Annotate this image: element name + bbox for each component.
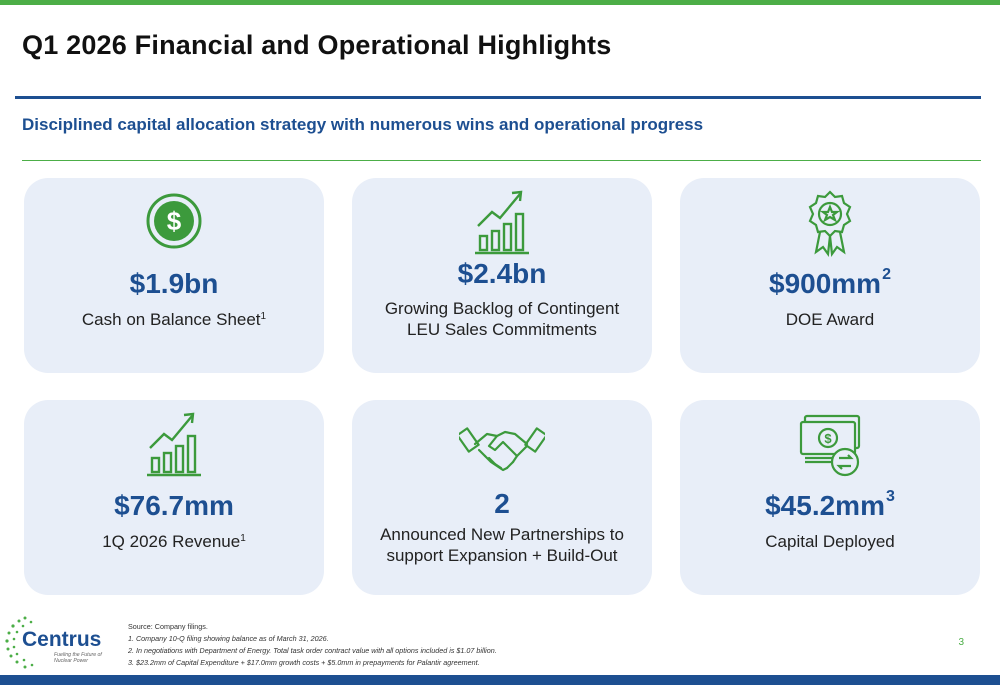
page-number: 3 (958, 637, 964, 648)
card-value: 2 (494, 488, 510, 519)
logo-wordmark: Centrus (22, 628, 102, 651)
centrus-logo (5, 614, 105, 674)
title-divider (15, 96, 981, 99)
top-accent-bar (0, 0, 1000, 5)
card-label: 1Q 2026 Revenue$^1$ (102, 532, 246, 551)
card-value: $1.9bn (129, 268, 219, 299)
footnote-2: 2. In negotiations with Department of Energy. Total task order contract value with all options included is $1.07 billion. (128, 646, 497, 655)
card-label: Capital Deployed (765, 532, 895, 551)
card-label: DOE Award (785, 310, 875, 329)
card-label: Growing Backlog of Contingent LEU Sales Commitments (384, 299, 620, 339)
cash-exchange-icon (797, 412, 863, 480)
card-value: $\$45.2mm^3$ (765, 488, 895, 521)
handshake-icon (459, 418, 545, 480)
growth-chart-icon (472, 186, 532, 256)
svg-text:$: $ (824, 431, 832, 446)
footnote-3: 3. $23.2mm of Capital Expenditure + $17.0mm growth costs + $5.0mm in prepayments for Palantir agreement. (128, 658, 480, 667)
bottom-accent-bar (0, 675, 1000, 685)
highlight-card-revenue (24, 400, 324, 595)
card-label: Cash on Balance Sheet$^1$ (81, 310, 267, 329)
highlight-card-cash (24, 178, 324, 373)
footnote-source: Source: Company filings. (128, 622, 208, 631)
dollar-coin-icon (145, 192, 203, 250)
award-badge-icon (802, 188, 858, 260)
card-label: Announced New Partnerships to support Expansion + Build-Out (380, 525, 624, 565)
page-title: Q1 2026 Financial and Operational Highlights (22, 30, 612, 60)
growth-chart-icon (144, 408, 204, 478)
footnote-1: 1. Company 10-Q filing showing balance as of March 31, 2026. (128, 634, 329, 643)
highlight-card-doe-award (680, 178, 980, 373)
logo-tagline: Fueling the Future of Nuclear Power (54, 652, 102, 664)
highlight-card-backlog (352, 178, 652, 373)
card-value: $76.7mm (114, 490, 234, 521)
footnotes (128, 621, 497, 669)
card-value: $\$900mm^2$ (769, 266, 891, 299)
highlight-card-capital-deployed (680, 400, 980, 595)
page-subtitle: Disciplined capital allocation strategy with numerous wins and operational progress (22, 115, 704, 134)
card-value: $2.4bn (457, 258, 547, 289)
subtitle-divider (22, 160, 981, 161)
highlight-card-partnerships (352, 400, 652, 595)
svg-text:$: $ (166, 206, 182, 236)
